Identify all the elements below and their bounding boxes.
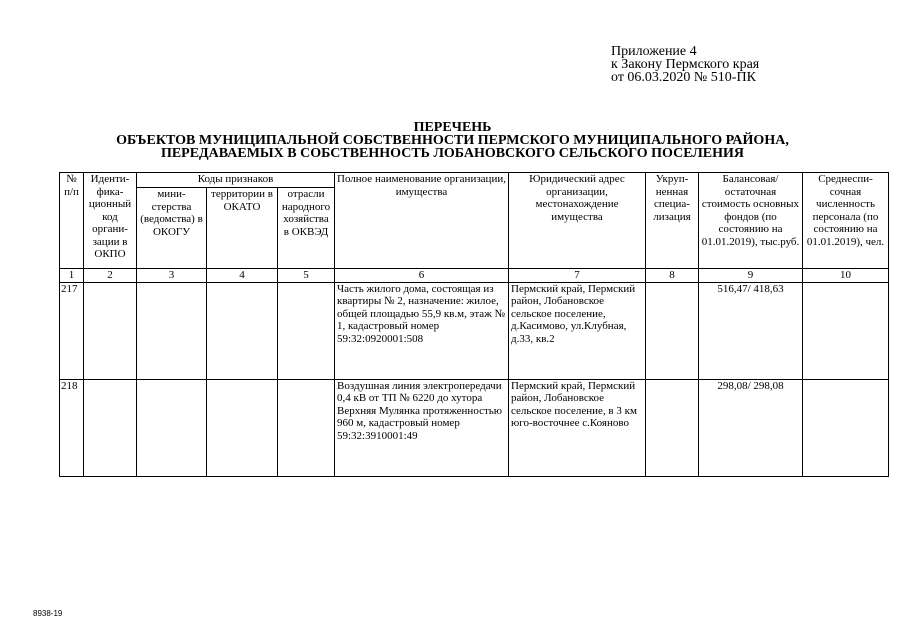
col-number: 2	[84, 269, 137, 283]
header-codes: Коды признаков	[137, 173, 335, 188]
row-okogu	[137, 282, 207, 379]
document-title	[60, 121, 845, 160]
column-numbers-row	[60, 269, 889, 283]
row-address: Пермский край, Пермский район, Лобановское сельское поселение, д.Касимово, ул.Клубная, д.33, кв.2	[509, 282, 646, 379]
col-number: 9	[699, 269, 803, 283]
header-name: Полное наименование организации, имущества	[335, 173, 509, 269]
header-okato: территории в ОКАТО	[207, 188, 278, 269]
property-table	[59, 172, 889, 477]
header-okved: отрасли народного хозяйства в ОКВЭД	[278, 188, 335, 269]
header-spec: Укруп-ненная специа-лизация	[646, 173, 699, 269]
row-num: 217	[60, 282, 84, 379]
header-okogu: мини-стерства (ведомства) в ОКОГУ	[137, 188, 207, 269]
appendix-line-3: от 06.03.2020 № 510-ПК	[611, 70, 756, 85]
appendix-note	[611, 45, 759, 84]
document-code: 8938-19	[33, 609, 63, 618]
row-okogu	[137, 379, 207, 476]
col-number: 4	[207, 269, 278, 283]
row-okved	[278, 379, 335, 476]
col-number: 7	[509, 269, 646, 283]
title-line-3: ПЕРЕДАВАЕМЫХ В СОБСТВЕННОСТЬ ЛОБАНОВСКОГО СЕЛЬСКОГО ПОСЕЛЕНИЯ	[160, 146, 745, 161]
row-staff	[803, 282, 889, 379]
row-okpo	[84, 282, 137, 379]
col-number: 5	[278, 269, 335, 283]
row-name: Воздушная линия электропередачи 0,4 кВ от ТП № 6220 до хутора Верхняя Мулянка протяженностью 960 м, кадастровый номер 59:32:3910001:49	[335, 379, 509, 476]
table-row	[60, 379, 889, 476]
row-okved	[278, 282, 335, 379]
row-okato	[207, 282, 278, 379]
title-line-1: ПЕРЕЧЕНЬ	[413, 120, 492, 135]
header-balance: Балансовая/ остаточная стоимость основных фондов (по состоянию на 01.01.2019), тыс.руб.	[699, 173, 803, 269]
row-spec	[646, 282, 699, 379]
row-balance: 516,47/ 418,63	[699, 282, 803, 379]
col-number: 10	[803, 269, 889, 283]
row-num: 218	[60, 379, 84, 476]
row-okato	[207, 379, 278, 476]
col-number: 8	[646, 269, 699, 283]
row-staff	[803, 379, 889, 476]
col-number: 6	[335, 269, 509, 283]
appendix-line-2: к Закону Пермского края	[611, 57, 760, 72]
row-address: Пермский край, Пермский район, Лобановское сельское поселение, в 3 км юго-восточнее с.Кояново	[509, 379, 646, 476]
table-row	[60, 282, 889, 379]
appendix-line-1: Приложение 4	[611, 44, 697, 59]
header-okpo: Иденти-фика-ционный код органи-зации в ОКПО	[84, 173, 137, 269]
row-name: Часть жилого дома, состоящая из квартиры № 2, назначение: жилое, общей площадью 55,9 кв.м, этаж № 1, кадастровый номер 59:32:0920001:508	[335, 282, 509, 379]
row-balance: 298,08/ 298,08	[699, 379, 803, 476]
row-spec	[646, 379, 699, 476]
row-okpo	[84, 379, 137, 476]
col-number: 3	[137, 269, 207, 283]
title-line-2: ОБЪЕКТОВ МУНИЦИПАЛЬНОЙ СОБСТВЕННОСТИ ПЕРМСКОГО МУНИЦИПАЛЬНОГО РАЙОНА,	[116, 133, 789, 148]
col-number: 1	[60, 269, 84, 283]
header-num: № п/п	[60, 173, 84, 269]
header-staff: Среднеспи-сочная численность персонала (по состоянию на 01.01.2019), чел.	[803, 173, 889, 269]
header-address: Юридический адрес организации, местонахождение имущества	[509, 173, 646, 269]
